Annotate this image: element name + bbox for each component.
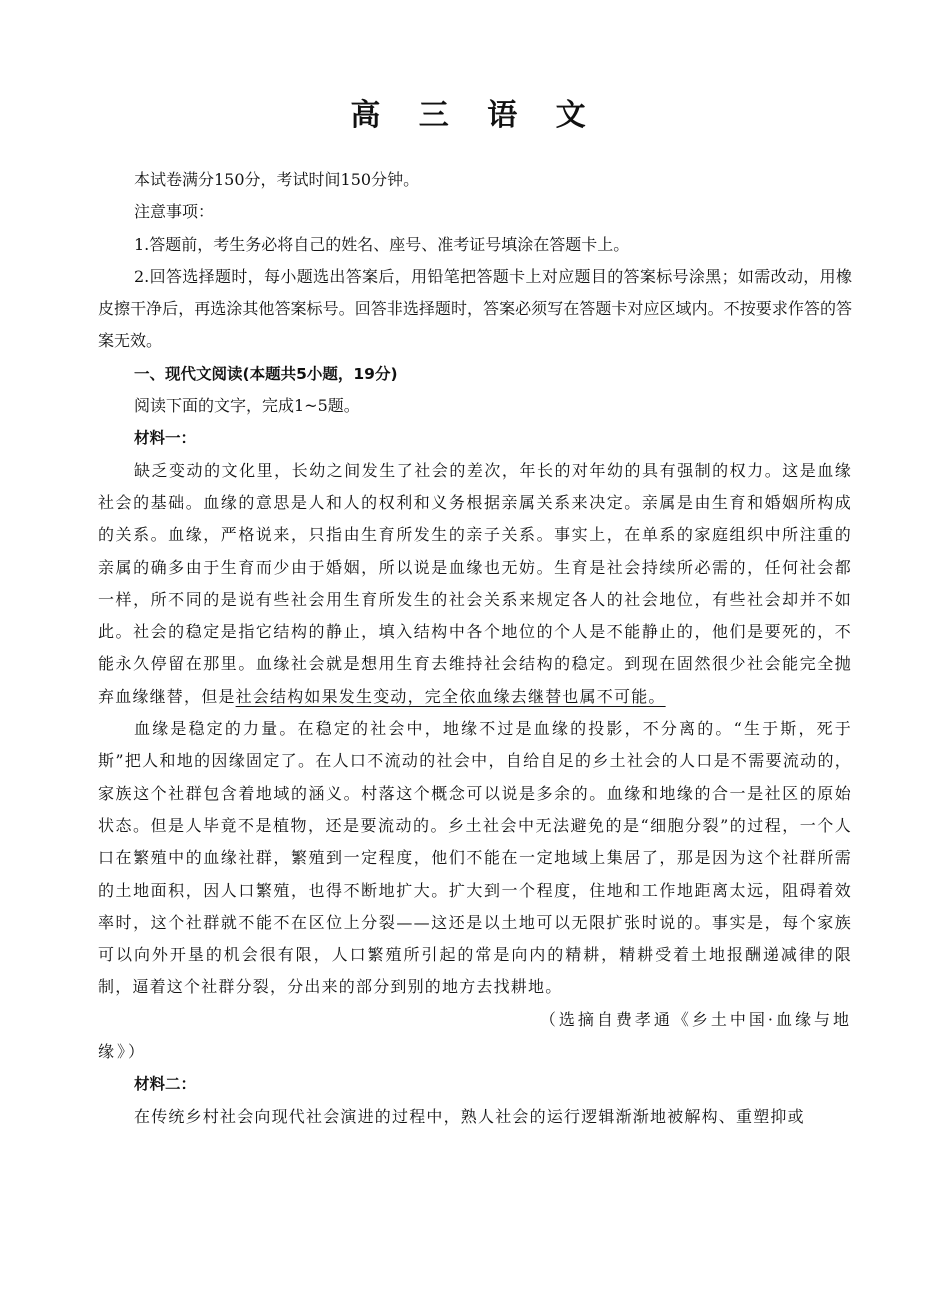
source-citation-line-2: 缘》） [98, 1042, 148, 1062]
notice-heading: 注意事项： [134, 202, 215, 222]
underlined-sentence: 社会结构如果发生变动，完全依血缘去继替也属不可能。 [235, 686, 666, 706]
exam-content [98, 164, 852, 1133]
material-2-label: 材料二： [134, 1075, 197, 1094]
reading-instruction: 阅读下面的文字，完成1~5题。 [134, 396, 360, 416]
score-line: 本试卷满分150分，考试时间150分钟。 [134, 170, 420, 189]
material-2-paragraph-1: 在传统乡村社会向现代社会演进的过程中，熟人社会的运行逻辑渐渐地被解构、重塑抑或 [134, 1106, 805, 1126]
material-1-label: 材料一： [134, 429, 197, 448]
notice-item-2: 2.回答选择题时，每小题选出答案后，用铅笔把答题卡上对应题目的答案标号涂黑；如需改动，用橡皮擦干净后，再选涂其他答案标号。回答非选择题时，答案必须写在答题卡对应区域内。不按要求作答的答案无效。 [98, 266, 852, 351]
section-heading: 一、现代文阅读(本题共5小题，19分) [134, 364, 398, 383]
material-1-paragraph-1-text: 缺乏变动的文化里，长幼之间发生了社会的差次，年长的对年幼的具有强制的权力。这是血缘社会的基础。血缘的意思是人和人的权利和义务根据亲属关系来决定。亲属是由生育和婚姻所构成的关系。血缘，严格说来，只指由生育所发生的亲子关系。事实上，在单系的家庭组织中所注重的亲属的确多由于生育而少由于婚姻，所以说是血缘也无妨。生育是社会持续所必需的，任何社会都一样，所不同的是说有些社会用生育所发生的社会关系来规定各人的社会地位，有些社会却并不如此。社会的稳定是指它结构的静止，填入结构中各个地位的个人是不能静止的，他们是要死的，不能永久停留在那里。血缘社会就是想用生育去维持社会结构的稳定。到现在固然很少社会能完全抛弃血缘继替，但是 [98, 460, 852, 706]
notice-item-1: 1.答题前，考生务必将自己的姓名、座号、准考证号填涂在答题卡上。 [134, 234, 630, 254]
source-citation-line-1: （选摘自费孝通《乡土中国·血缘与地 [539, 1009, 852, 1029]
page-title: 高 三 语 文 [350, 98, 600, 133]
material-1-paragraph-2: 血缘是稳定的力量。在稳定的社会中，地缘不过是血缘的投影，不分离的。“生于斯，死于斯”把人和地的因缘固定了。在人口不流动的社会中，自给自足的乡土社会的人口是不需要流动的，家族这个社群包含着地域的涵义。村落这个概念可以说是多余的。血缘和地缘的合一是社区的原始状态。但是人毕竟不是植物，还是要流动的。乡土社会中无法避免的是“细胞分裂”的过程，一个人口在繁殖中的血缘社群，繁殖到一定程度，他们不能在一定地域上集居了，那是因为这个社群所需的土地面积，因人口繁殖，也得不断地扩大。扩大到一个程度，住地和工作地距离太远，阻碍着效率时，这个社群就不能不在区位上分裂——这还是以土地可以无限扩张时说的。事实是，每个家族可以向外开垦的机会很有限，人口繁殖所引起的常是向内的精耕，精耕受着土地报酬递减律的限制，逼着这个社群分裂，分出来的部分到别的地方去找耕地。 [98, 719, 852, 997]
material-1-paragraph-1 [98, 455, 852, 713]
